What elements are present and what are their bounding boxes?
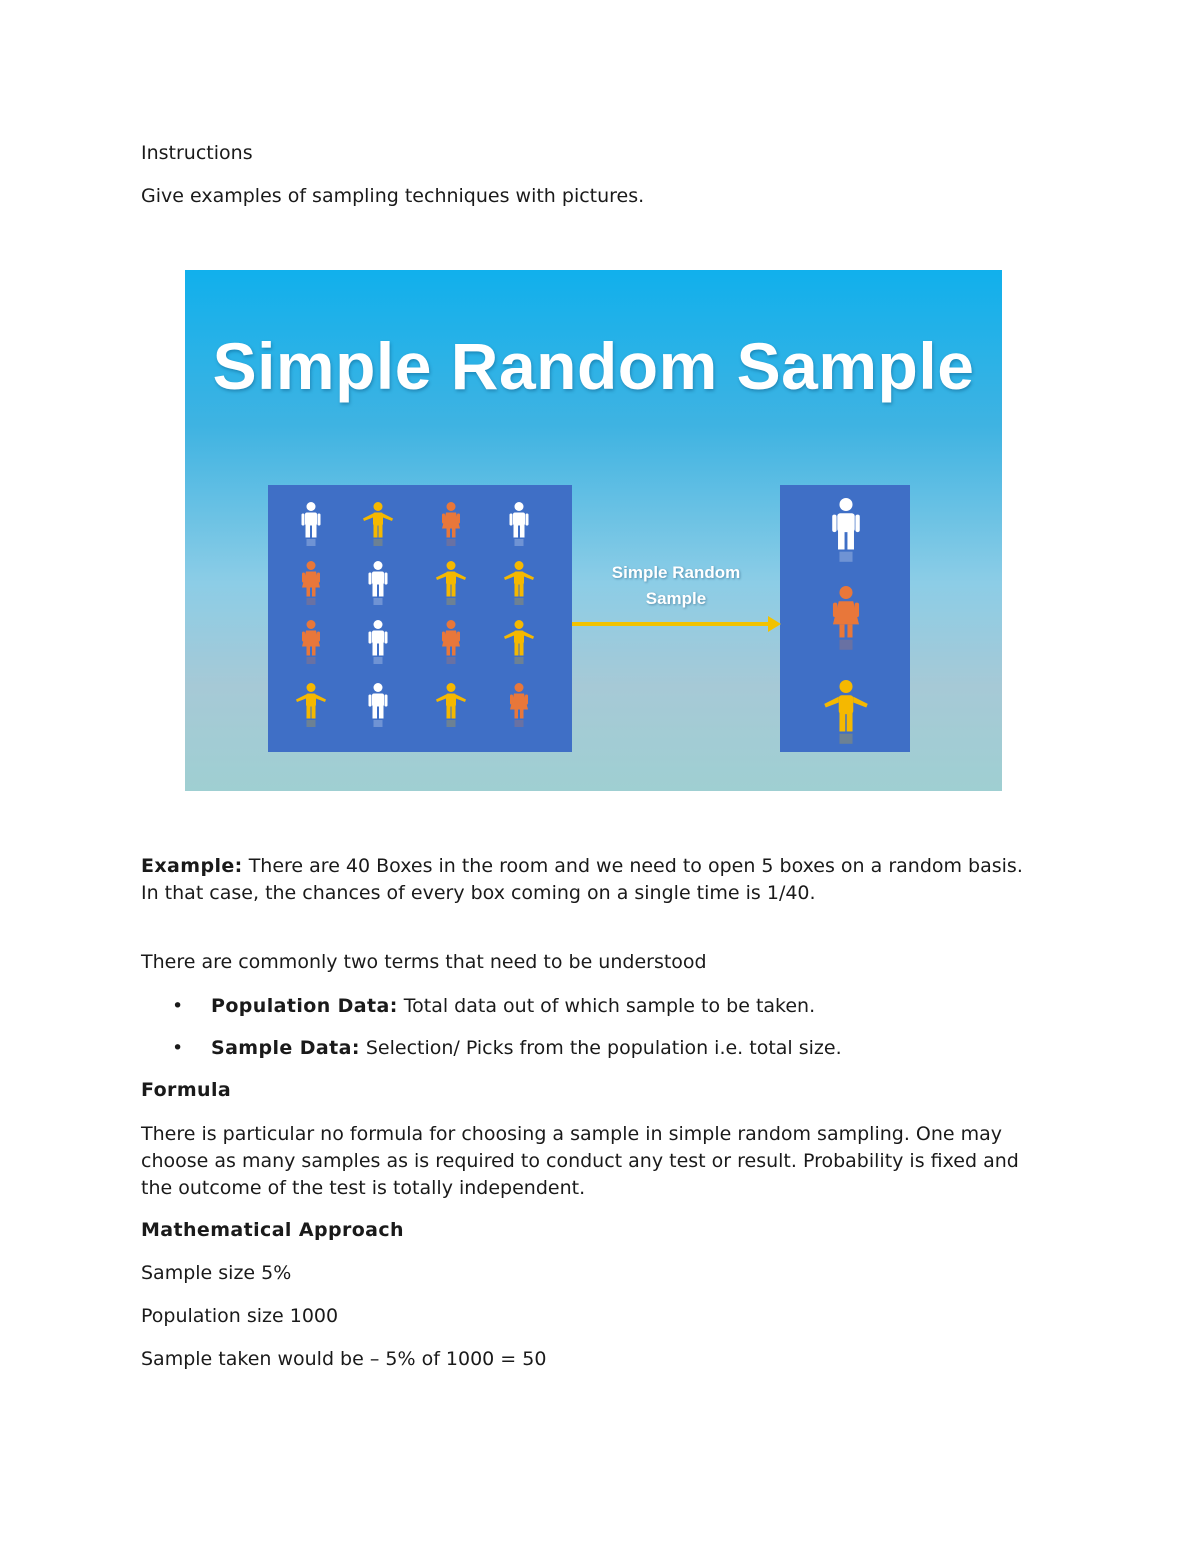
person-reflection [839,640,852,650]
figure-title: Simple Random Sample [212,329,975,403]
person-reflection [374,539,383,546]
person-reflection [307,598,316,605]
person-reflection [307,720,316,727]
formula-heading: Formula [141,1079,232,1101]
person-reflection [374,657,383,664]
math-line: Sample size 5% [141,1262,292,1284]
person-reflection [374,720,383,727]
example-text: There are 40 Boxes in the room and we need to open 5 boxes on a random basis. In that case, the chances of every box coming on a single time is 1/40. [141,855,1023,904]
person-reflection [839,734,852,744]
prompt-text: Give examples of sampling techniques with pictures. [141,185,645,207]
person-reflection [307,657,316,664]
bullet-icon: • [172,1037,184,1059]
person-reflection [307,539,316,546]
math-heading: Mathematical Approach [141,1219,404,1241]
terms-intro: There are commonly two terms that need to be understood [141,951,707,973]
person-reflection [515,720,524,727]
instructions-heading: Instructions [141,142,253,164]
person-reflection [447,539,456,546]
bullet-icon: • [172,995,184,1017]
bullet-definition: Selection/ Picks from the population i.e. total size. [359,1037,842,1059]
bullet-definition: Total data out of which sample to be taken. [397,995,816,1017]
formula-paragraph: There is particular no formula for choosing a sample in simple random sampling. One may choose as many samples as is required to conduct any test or result. Probability is fixed and the outcome of the test is totally independent. [141,1123,1019,1199]
bullet-text [211,993,815,1020]
math-line: Population size 1000 [141,1305,339,1327]
person-reflection [447,598,456,605]
bullet-term: Population Data: [211,995,398,1017]
person-reflection [447,720,456,727]
bullet-text [211,1035,842,1062]
arrow-label-line2: Sample [645,589,707,608]
arrow-label [587,560,765,612]
person-reflection [515,657,524,664]
person-reflection [447,657,456,664]
simple-random-sample-figure [185,270,1002,791]
example-label: Example: [141,855,243,877]
person-reflection [515,539,524,546]
arrow-head-icon [768,616,781,632]
example-paragraph [141,853,1041,907]
bullet-term: Sample Data: [211,1037,360,1059]
person-reflection [374,598,383,605]
person-reflection [515,598,524,605]
arrow-label-line1: Simple Random [611,563,741,582]
person-reflection [839,552,852,562]
math-line: Sample taken would be – 5% of 1000 = 50 [141,1348,547,1370]
